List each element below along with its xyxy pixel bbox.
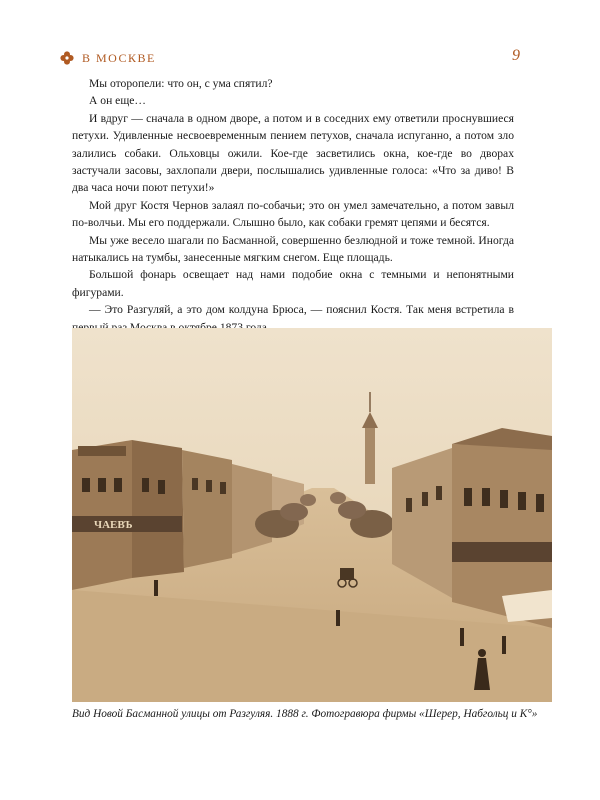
paragraph: Мой друг Костя Чернов залаял по-собачьи; это он умел замечательно, а потом завыл по-волчьи. Мы его поддержали. Слышно было, как собаки гремят цепями и бесятся. — [72, 198, 514, 230]
street-scene-illustration — [72, 328, 552, 702]
page-header — [60, 47, 520, 71]
paragraph: Мы оторопели: что он, с ума спятил? — [89, 77, 273, 90]
body-text — [72, 75, 514, 336]
historic-street-photo — [72, 328, 552, 702]
running-title: В МОСКВЕ — [82, 51, 156, 65]
page-number: 9 — [512, 47, 520, 64]
paragraph: — Это Разгуляй, а это дом колдуна Брюса, — пояснил Костя. Так меня встретила в — [89, 303, 514, 317]
quatrefoil-ornament-icon — [60, 51, 74, 65]
paragraph: А он еще… — [89, 94, 146, 108]
shop-sign: ЧАЕВЪ — [94, 519, 133, 531]
paragraph: Большой фонарь освещает над нами подобие окна с темными и непонятными фигурами. — [72, 268, 514, 299]
photo-caption: Вид Новой Басманной улицы от Разгуляя. 1888 г. Фотогравюра фирмы «Шерер, Набгольц и К°» — [72, 708, 538, 720]
paragraph: И вдруг — сначала в одном дворе, а потом и в соседних ему ответили проснувшиеся петухи. Удивленные несвоевременным пением петухов, сначала испуганно, а потом зло залились собаки. Ольховцы ожили. Кое-где засветились окна, кое-где во дворах застучали засовы, захлопали двери, послышались удивленные голоса: «Что за диво! В два часа ночи поют петухи!» — [72, 111, 514, 195]
paragraph: Мы уже весело шагали по Басманной, совершенно безлюдной и тоже темной. Иногда натыкались на тумбы, занесенные мягким снегом. Еще площадь. — [72, 233, 514, 265]
